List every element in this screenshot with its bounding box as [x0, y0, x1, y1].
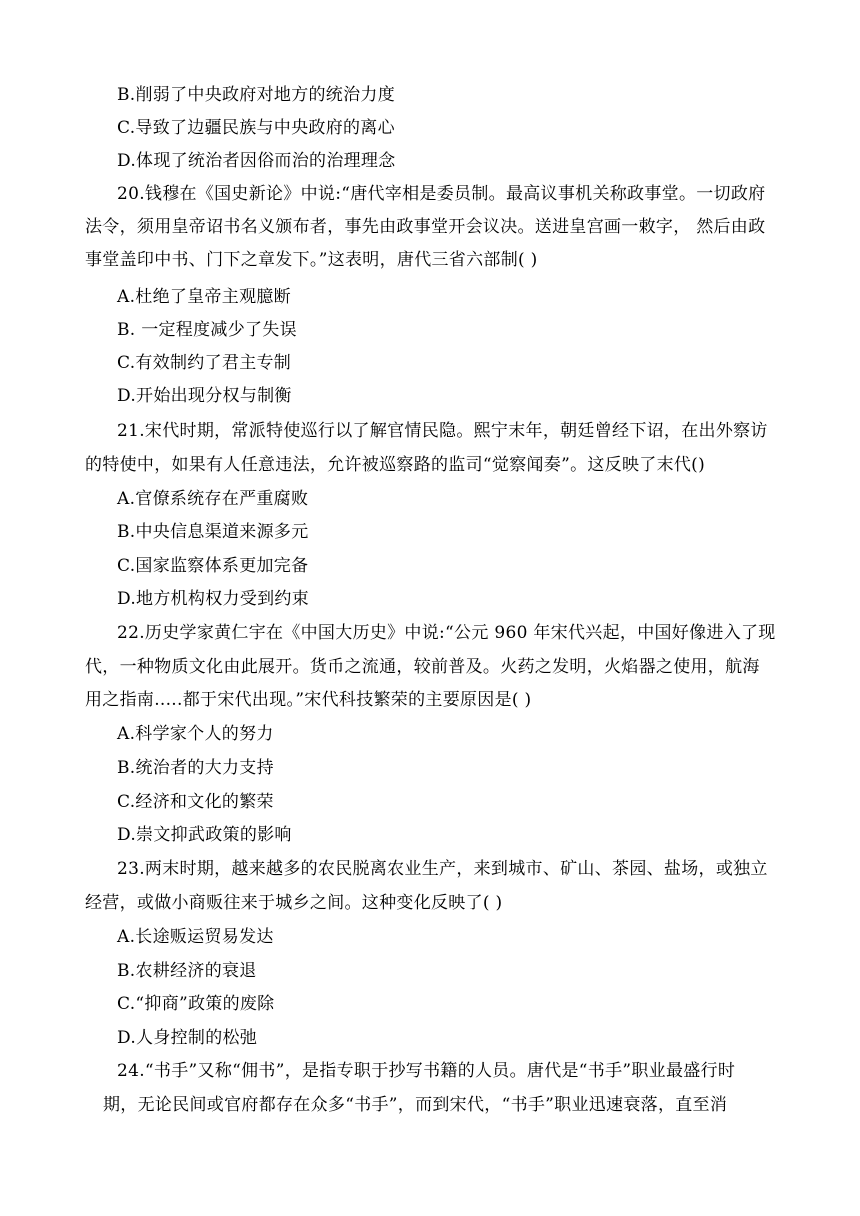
- q22-option-d: D.崇文抑武政策的影响: [117, 825, 292, 845]
- q19-option-d: D.体现了统治者因俗而治的治理理念: [117, 151, 396, 171]
- q23-option-b: B.农耕经济的衰退: [117, 961, 257, 981]
- q23-option-a: A.长途贩运贸易发达: [117, 927, 274, 947]
- q20-option-d: D.开始出现分权与制衡: [117, 386, 292, 406]
- q23-option-c: C.“抑商”政策的废除: [117, 994, 275, 1014]
- q21-option-c: C.国家监察体系更加完备: [117, 556, 309, 576]
- q22-stem-line-1: 22.历史学家黄仁宇在《中国大历史》中说:“公元 960 年宋代兴起，中国好像进入了现: [117, 623, 776, 643]
- q20-option-c: C.有效制约了君主专制: [117, 353, 292, 373]
- q21-stem-line-1: 21.宋代时期，常派特使巡行以了解官情民隐。熙宁末年，朝廷曾经下诏，在出外察访: [117, 421, 768, 441]
- q20-option-a: A.杜绝了皇帝主观臆断: [117, 287, 291, 307]
- q20-stem-line-2: 法令，须用皇帝诏书名义颁布者，事先由政事堂开会议决。送进皇宫画一敕字， 然后由政: [85, 217, 766, 237]
- q20-stem-line-1: 20.钱穆在《国史新论》中说:“唐代宰相是委员制。最高议事机关称政事堂。一切政府: [117, 184, 766, 204]
- q20-stem-line-3: 事堂盖印中书、门下之章发下。”这表明，唐代三省六部制( ): [85, 250, 538, 270]
- q19-option-c: C.导致了边疆民族与中央政府的离心: [117, 118, 395, 138]
- q24-stem-line-1: 24.“书手”又称“佣书”，是指专职于抄写书籍的人员。唐代是“书手”职业最盛行时: [117, 1061, 736, 1081]
- q21-stem-line-2: 的特使中，如果有人任意违法，允许被巡察路的监司“觉察闻奏”。这反映了末代(): [85, 455, 706, 475]
- q21-option-b: B.中央信息渠道来源多元: [117, 522, 309, 542]
- q22-option-a: A.科学家个人的努力: [117, 724, 274, 744]
- q23-stem-line-2: 经营，或做小商贩往来于城乡之间。这种变化反映了( ): [85, 893, 503, 913]
- q21-option-d: D.地方机构权力受到约束: [117, 589, 310, 609]
- q19-option-b: B.削弱了中央政府对地方的统治力度: [117, 85, 395, 105]
- q22-stem-line-2: 代，一种物质文化由此展开。货币之流通，较前普及。火药之发明，火焰器之使用，航海: [85, 657, 760, 677]
- q22-option-c: C.经济和文化的繁荣: [117, 792, 274, 812]
- q23-stem-line-1: 23.两末时期，越来越多的农民脱离农业生产，来到城市、矿山、茶园、盐场，或独立: [117, 859, 768, 879]
- q24-stem-line-2: 期，无论民间或官府都存在众多“书手”，而到宋代，“书手”职业迅速衰落，直至消: [103, 1095, 728, 1115]
- q23-option-d: D.人身控制的松弛: [117, 1028, 258, 1048]
- q22-stem-line-3: 用之指南.....都于宋代出现。”宋代科技繁荣的主要原因是( ): [85, 690, 532, 710]
- q21-option-a: A.官僚系统存在严重腐败: [117, 489, 309, 509]
- q20-option-b: B. 一定程度减少了失误: [117, 320, 297, 340]
- q22-option-b: B.统治者的大力支持: [117, 758, 274, 778]
